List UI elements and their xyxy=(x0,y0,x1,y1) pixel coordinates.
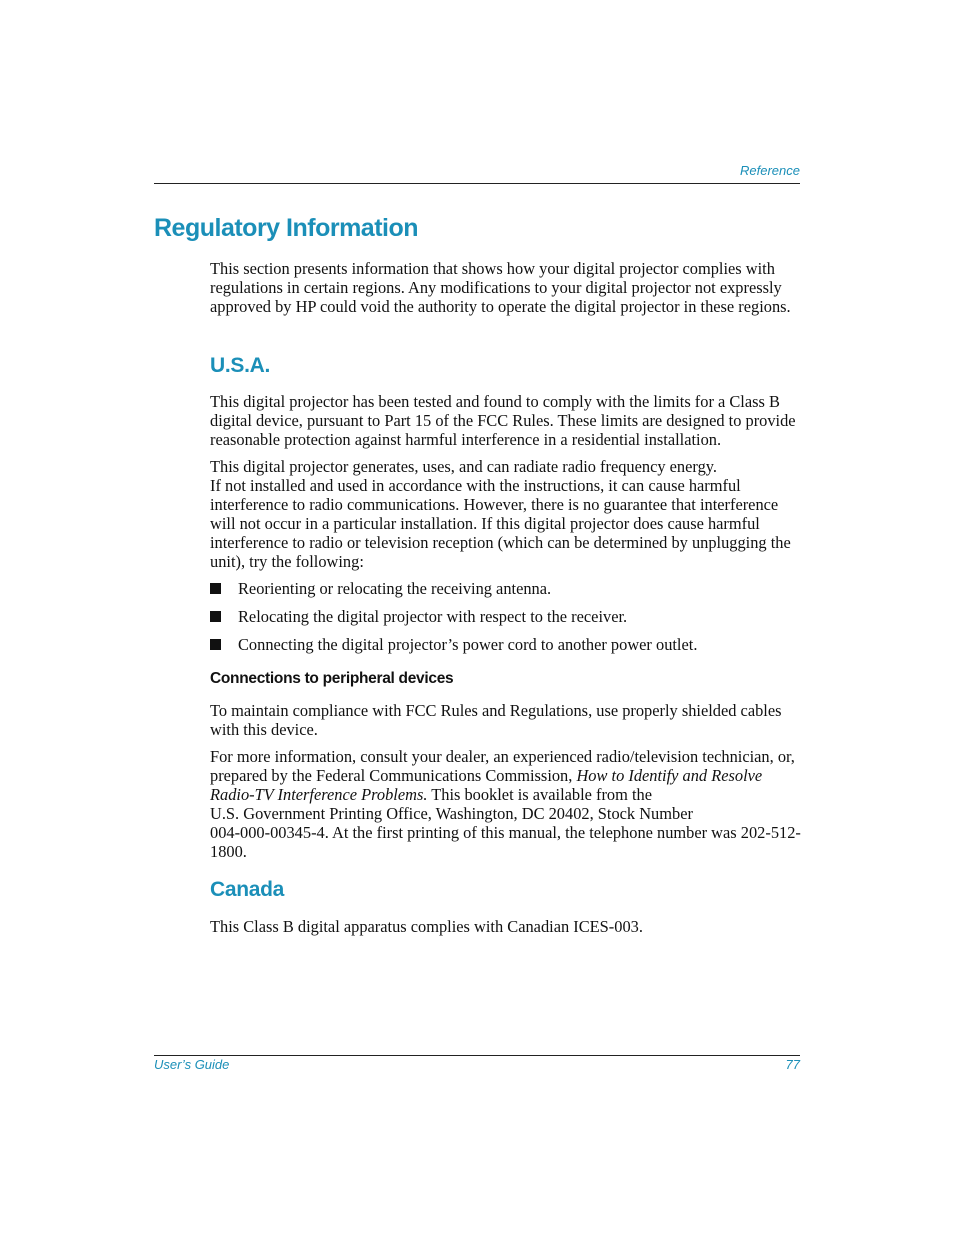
header-rule xyxy=(154,183,800,184)
booklet-title: How to Identify and Resolve Radio-TV Interference Problems. xyxy=(210,766,763,804)
connections-paragraph-2-block xyxy=(210,747,805,861)
bullet-text: Relocating the digital projector with respect to the receiver. xyxy=(238,607,628,626)
canada-paragraph: This Class B digital apparatus complies with Canadian ICES-003. xyxy=(210,917,643,936)
running-header: Reference xyxy=(740,163,800,178)
usa-paragraph-1-block xyxy=(210,392,805,449)
footer-rule xyxy=(154,1055,800,1056)
bullet-text: Connecting the digital projector’s power cord to another power outlet. xyxy=(238,635,698,654)
bullet-square-icon xyxy=(210,611,221,622)
footer-guide-title: User’s Guide xyxy=(154,1057,230,1072)
connections-paragraph-2-text-c: 004-000-00345-4. At the first printing of this manual, the telephone number was 202-512-1800. xyxy=(210,823,801,861)
connections-heading: Connections to peripheral devices xyxy=(210,670,454,687)
usa-paragraph-2-block xyxy=(210,457,805,571)
usa-paragraph-1: This digital projector has been tested and found to comply with the limits for a Class B digital device, pursuant to Part 15 of the FCC Rules. These limits are designed to provide reasonable protection against harmful interference in a residential installation. xyxy=(210,392,796,449)
bullet-item xyxy=(210,607,627,626)
intro-paragraph-block xyxy=(210,259,805,316)
page-title: Regulatory Information xyxy=(154,214,419,242)
bullet-square-icon xyxy=(210,639,221,650)
bullet-text: Reorienting or relocating the receiving antenna. xyxy=(238,579,552,598)
intro-paragraph: This section presents information that shows how your digital projector complies with regulations in certain regions. Any modifications to your digital projector not expressly approved by HP could void the authority to operate the digital projector in these regions. xyxy=(210,259,791,316)
canada-heading-block xyxy=(210,878,805,902)
connections-paragraph-1: To maintain compliance with FCC Rules and Regulations, use properly shielded cables with this device. xyxy=(210,701,782,739)
connections-paragraph-2-line: U.S. Government Printing Office, Washington, DC 20402, Stock Number xyxy=(210,804,693,823)
usa-heading: U.S.A. xyxy=(210,354,271,377)
connections-paragraph-2-text-b: This booklet is available from the xyxy=(427,785,653,804)
canada-heading: Canada xyxy=(210,878,285,901)
usa-paragraph-2-rest: If not installed and used in accordance with the instructions, it can cause harmful interference to radio communications. However, there is no guarantee that interference will not occur in a particular installation. If this digital projector does cause harmful interference to radio or television reception (which can be determined by unplugging the unit), try the following: xyxy=(210,476,791,571)
connections-paragraph-2 xyxy=(210,747,805,861)
connections-heading-block xyxy=(210,670,805,688)
canada-paragraph-block xyxy=(210,917,805,936)
bullet-square-icon xyxy=(210,583,221,594)
page-number: 77 xyxy=(785,1057,800,1072)
connections-paragraph-2-text-a: For more information, consult your dealer, an experienced radio/television technician, or, prepared by the Federal Communications Commission, xyxy=(210,747,795,785)
usa-heading-block xyxy=(210,354,805,378)
bullet-item xyxy=(210,635,697,654)
connections-paragraph-1-block xyxy=(210,701,805,739)
usa-paragraph-2 xyxy=(210,457,805,571)
usa-paragraph-2-line1: This digital projector generates, uses, and can radiate radio frequency energy. xyxy=(210,457,717,476)
bullet-item xyxy=(210,579,551,598)
